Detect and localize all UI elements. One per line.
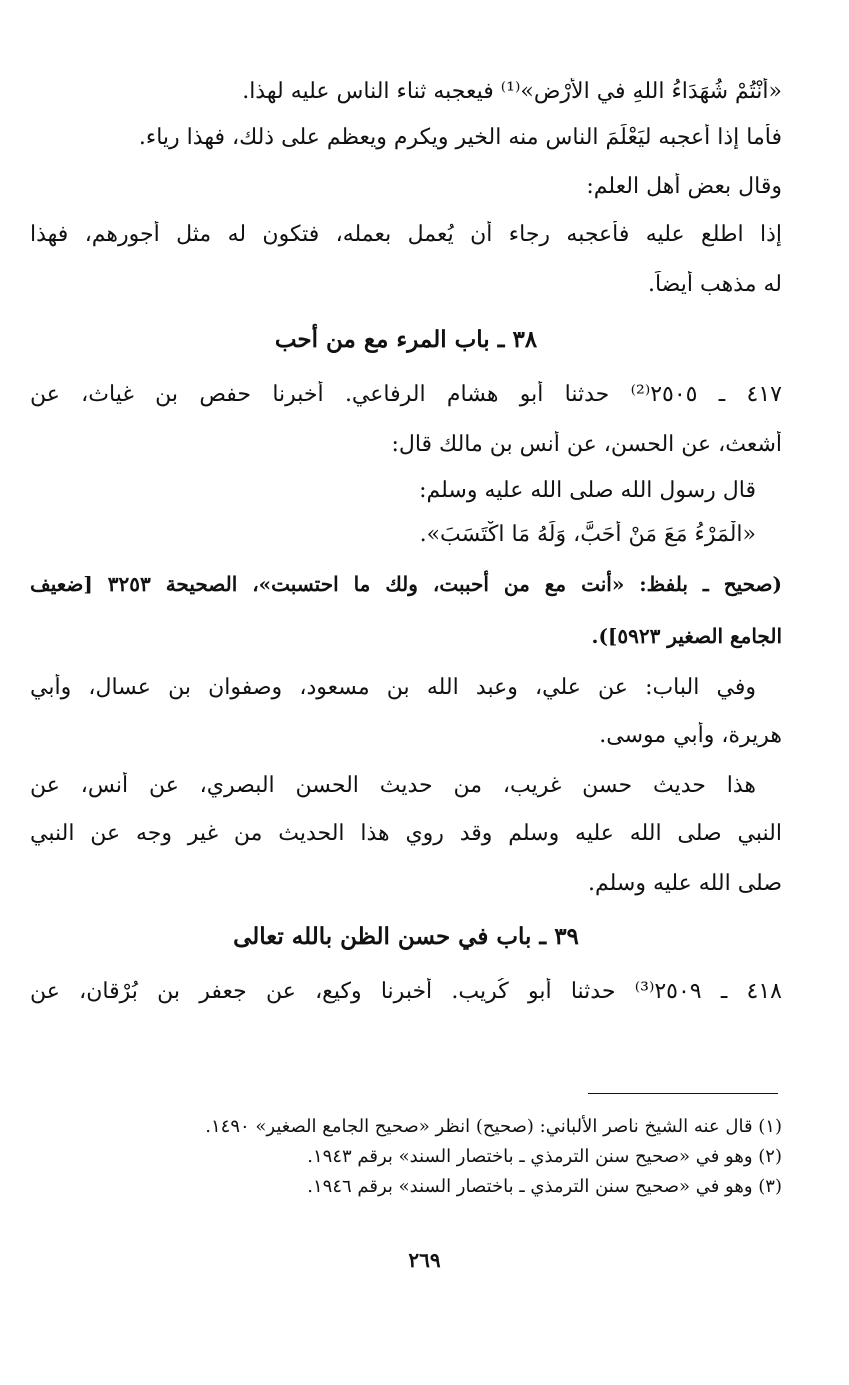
grading-note: الجامع الصغير ٥٩٢٣]).	[591, 624, 782, 648]
text-line: وفي الباب: عن علي، وعبد الله بن مسعود، وصفوان بن عسال، وأبي	[30, 675, 756, 700]
text-line: فأما إذا أعجبه ليَعْلَمَ الناس منه الخير ويكرم ويعظم على ذلك، فهذا رياء.	[138, 125, 782, 150]
text-line: إذا اطلع عليه فأعجبه رجاء أن يُعمل بعمله، فتكون له مثل أُجورهم، فهذا	[30, 222, 782, 247]
text-line: وقال بعض أهل العلم:	[586, 174, 782, 199]
text-line: هذا حديث حسن غريب، من حديث الحسن البصري، عن أنس، عن	[30, 773, 756, 798]
hadith-418-opening: ٤١٨ ـ ٢٥٠٩⁽³⁾ حدثنا أبو كُريب. أخبرنا وكيع، عن جعفر بن بُرْقان، عن	[30, 979, 782, 1004]
chapter-heading-38: ٣٨ ـ باب المرء مع من أحب	[274, 326, 538, 353]
page-number: ٢٦٩	[408, 1248, 441, 1272]
footnote-3: (٣) وهو في «صحيح سنن الترمذي ـ باختصار السند» برقم ١٩٤٦.	[307, 1176, 782, 1197]
grading-note: (صحيح ـ بلفظ: «أنت مع من أحببت، ولك ما احتسبت»، الصحيحة ٣٢٥٣ [ضعيف	[30, 572, 782, 596]
text-line: «أَنْتُمْ شُهَدَاءُ اللهِ في الأَرْضِ»⁽¹⁾ فيعجبه ثناء الناس عليه لهذا.	[242, 79, 782, 104]
text-line: صلى الله عليه وسلم.	[588, 871, 782, 896]
hadith-text: «الْمَرْءُ مَعَ مَنْ أَحَبَّ، وَلَهُ مَا اكْتَسَبَ».	[419, 522, 756, 547]
text-line: النبي صلى الله عليه وسلم وقد روي هذا الحديث من غير وجه عن النبي	[30, 821, 782, 846]
footnote-2: (٢) وهو في «صحيح سنن الترمذي ـ باختصار السند» برقم ١٩٤٣.	[307, 1146, 782, 1167]
text-line: هريرة، وأبي موسى.	[599, 723, 782, 748]
page-body	[30, 78, 782, 1006]
text-line: قال رسول الله صلى الله عليه وسلم:	[419, 478, 756, 503]
footnotes	[30, 1112, 782, 1202]
footnote-separator	[588, 1093, 778, 1094]
footnote-1: (١) قال عنه الشيخ ناصر الألباني: (صحيح) انظر «صحيح الجامع الصغير» ١٤٩٠.	[205, 1116, 782, 1137]
chapter-heading-39: ٣٩ ـ باب في حسن الظن بالله تعالى	[233, 923, 579, 950]
text-line: له مذهب أيضاً.	[647, 272, 782, 297]
text-line: أشعث، عن الحسن، عن أنس بن مالك قال:	[391, 432, 782, 457]
hadith-417-opening: ٤١٧ ـ ٢٥٠٥⁽²⁾ حدثنا أبو هشام الرفاعي. أخبرنا حفص بن غياث، عن	[30, 382, 782, 407]
